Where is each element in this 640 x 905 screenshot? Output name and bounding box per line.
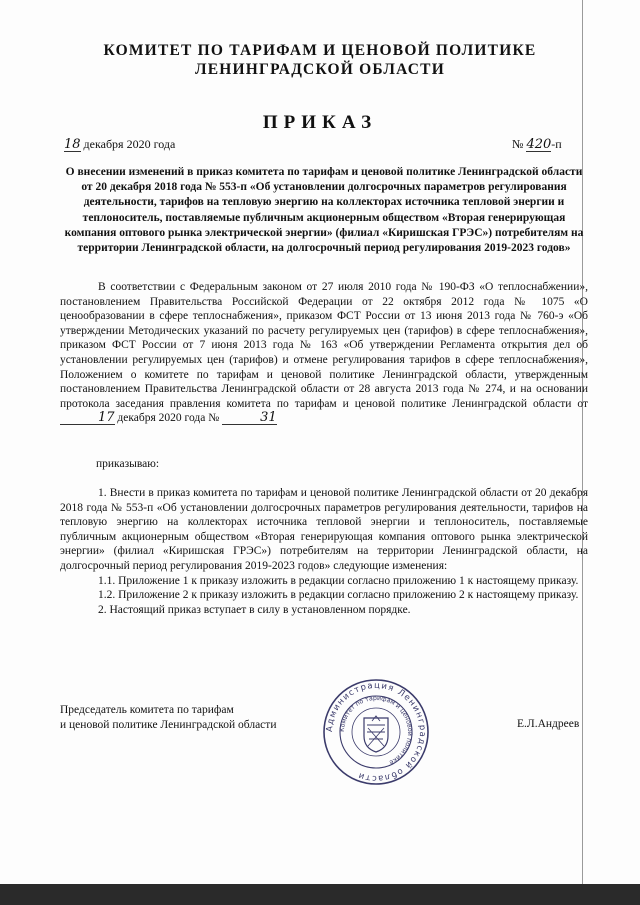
item-1: 1. Внести в приказ комитета по тарифам и ценовой политике Ленинградской области от 20 декабря 2018 года № 553-п «Об установлении долгосрочных параметров регулирования деятельности, тарифов на тепловую энергию на коллекторах источника тепловой энергии и теплоноситель, поставляемые публичным акционерным обществом «Вторая генерирующая компания оптового рынка электрической энергии» (филиал «Киришская ГРЭС») потребителям на территории Ленинградской области, на долгосрочный период регулирования 2019-2023 годов» следующие изменения: [60, 487, 588, 572]
seal-outer-text: Администрация Ленинградской области [324, 680, 428, 784]
order-items [60, 486, 588, 617]
signer-position-line2: и ценовой политике Ленинградской области [60, 719, 277, 731]
date-day-handwritten: 18 [64, 137, 81, 152]
svg-text:Комитет по тарифам и ценовой п [339, 695, 414, 766]
org-name-line1: КОМИТЕТ ПО ТАРИФАМ И ЦЕНОВОЙ ПОЛИТИКЕ [103, 42, 537, 59]
doc-subject: О внесении изменений в приказ комитета по тарифам и ценовой политике Ленинградской области от 20 декабря 2018 года № 553-п «Об установлении долгосрочных параметров регулирования деятельности, тарифов на тепловую энергию на коллекторах источника тепловой энергии и теплоноситель, поставляемые публичным акционерным обществом «Вторая генерирующая компания оптового рынка электрической энергии» (филиал «Киришская ГРЭС») потребителям на территории Ленинградской области, на долгосрочный период регулирования 2019-2023 годов» [64, 166, 584, 255]
number-handwritten: 420 [526, 137, 552, 152]
protocol-number-handwritten: 31 [222, 412, 277, 425]
signer-position-line1: Председатель комитета по тарифам [60, 704, 234, 716]
number-suffix: -п [551, 137, 562, 151]
doc-title: ПРИКАЗ [262, 112, 378, 133]
scan-bottom-border [0, 884, 640, 905]
number-prefix: № [512, 137, 524, 151]
item-1-2: 1.2. Приложение 2 к приказу изложить в редакции согласно приложению 2 к настоящему приказу. [98, 589, 579, 602]
doc-date [64, 137, 175, 152]
protocol-month-text: декабря 2020 года № [117, 412, 220, 425]
signer-position [60, 703, 276, 733]
item-1-1: 1.1. Приложение 1 к приказу изложить в редакции согласно приложению 1 к настоящему приказу. [98, 574, 579, 587]
date-rest: декабря 2020 года [83, 137, 176, 151]
preamble-text: В соответствии с Федеральным законом от 27 июля 2010 года № 190-ФЗ «О теплоснабжении», постановлением Правительства Российской Федерации от 22 октября 2012 года № 1075 «О ценообразовании в сфере теплоснабжения», приказом ФСТ России от 13 июня 2013 года № 760-э «Об утверждении Методических указаний по расчету регулируемых цен (тарифов) в сфере теплоснабжения», приказом ФСТ России от 7 июня 2013 года № 163 «Об утверждении Регламента открытия дел об установлении регулируемых цен (тарифов) и отмене регулирования тарифов в сфере теплоснабжения», Положением о комитете по тарифам и ценовой политике Ленинградской области, утвержденным постановлением Правительства Ленинградской области от 28 августа 2013 года № 274, и на основании протокола заседания правления комитета по тарифам и ценовой политике Ленинградской области от [60, 281, 588, 410]
org-name-line2: ЛЕНИНГРАДСКОЙ ОБЛАСТИ [195, 61, 445, 78]
order-word: приказываю: [96, 458, 160, 470]
item-2: 2. Настоящий приказ вступает в силу в установленном порядке. [98, 603, 411, 616]
scan-edge-line [582, 0, 583, 905]
seal-inner-text: Комитет по тарифам и ценовой политике [338, 694, 414, 766]
official-seal-stamp [322, 678, 430, 786]
signer-name: Е.Л.Андреев [517, 718, 580, 730]
preamble-paragraph [60, 280, 588, 426]
doc-number [512, 137, 562, 152]
protocol-day-handwritten: 17 [60, 412, 115, 425]
